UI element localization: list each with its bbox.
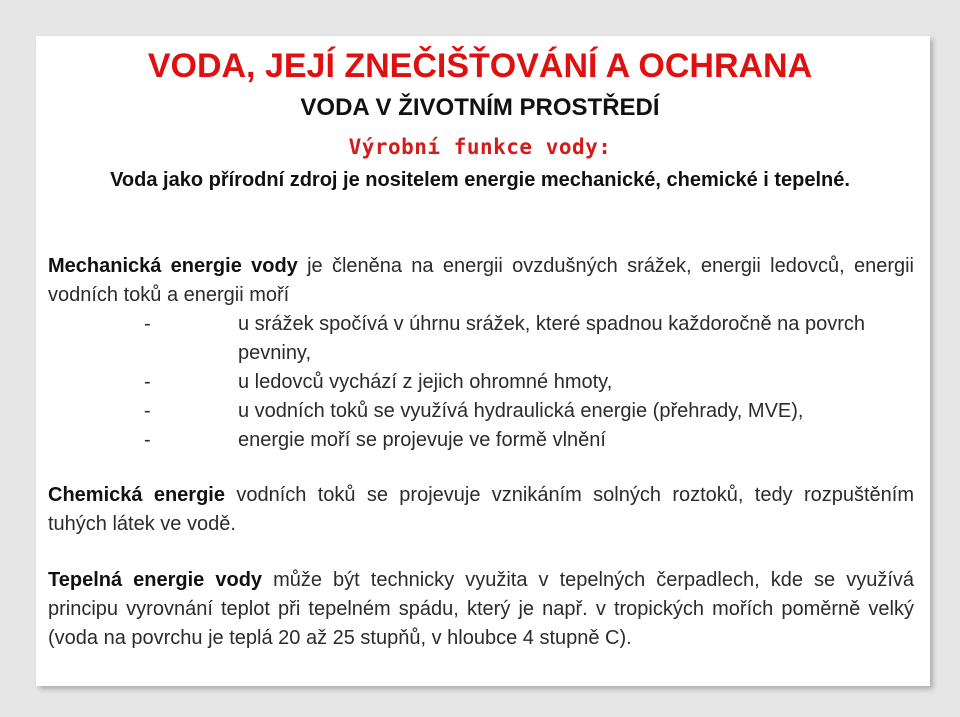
thermal-energy-text: může být technicky využita v tepelných čerpadlech, kde se využívá principu vyrovnání teplot při tepelném spádu, který je např. v tropických mořích poměrně velký (voda na povrchu je teplá 20 až 25 stupňů, v hloubce 4 stupně C). (48, 569, 914, 649)
mechanical-energy-paragraph (48, 252, 914, 310)
list-item (48, 397, 914, 426)
mechanical-energy-term: Mechanická energie vody (48, 255, 298, 277)
list-dash: - (144, 371, 151, 393)
thermal-energy-paragraph (48, 566, 914, 653)
list-item (48, 310, 914, 368)
list-dash: - (144, 429, 151, 451)
list-item-text: u ledovců vychází z jejich ohromné hmoty, (238, 371, 613, 393)
mechanical-energy-text: je členěna na energii ovzdušných srážek, energii ledovců, energii vodních toků a energii moří (48, 255, 914, 306)
list-dash: - (144, 313, 151, 335)
section-heading: Výrobní funkce vody: (348, 135, 612, 159)
list-item (48, 368, 914, 397)
list-item-text: energie moří se projevuje ve formě vlnění (238, 429, 606, 451)
chemical-energy-term: Chemická energie (48, 484, 225, 506)
list-item-text: u vodních toků se využívá hydraulická energie (přehrady, MVE), (238, 400, 804, 422)
list-dash: - (144, 400, 151, 422)
list-item (48, 426, 914, 455)
thermal-energy-term: Tepelná energie vody (48, 569, 263, 591)
page-subtitle: VODA V ŽIVOTNÍM PROSTŘEDÍ (300, 94, 660, 121)
mechanical-energy-list (48, 310, 914, 455)
chemical-energy-paragraph (48, 481, 914, 539)
list-item-text: u srážek spočívá v úhrnu srážek, které spadnou každoročně na povrch pevniny, (238, 313, 866, 364)
page-title: VODA, JEJÍ ZNEČIŠŤOVÁNÍ A OCHRANA (147, 47, 813, 85)
chemical-energy-text: vodních toků se projevuje vznikáním solných roztoků, tedy rozpuštěním tuhých látek ve vodě. (48, 484, 914, 535)
intro-text: Voda jako přírodní zdroj je nositelem energie mechanické, chemické i tepelné. (110, 169, 850, 191)
